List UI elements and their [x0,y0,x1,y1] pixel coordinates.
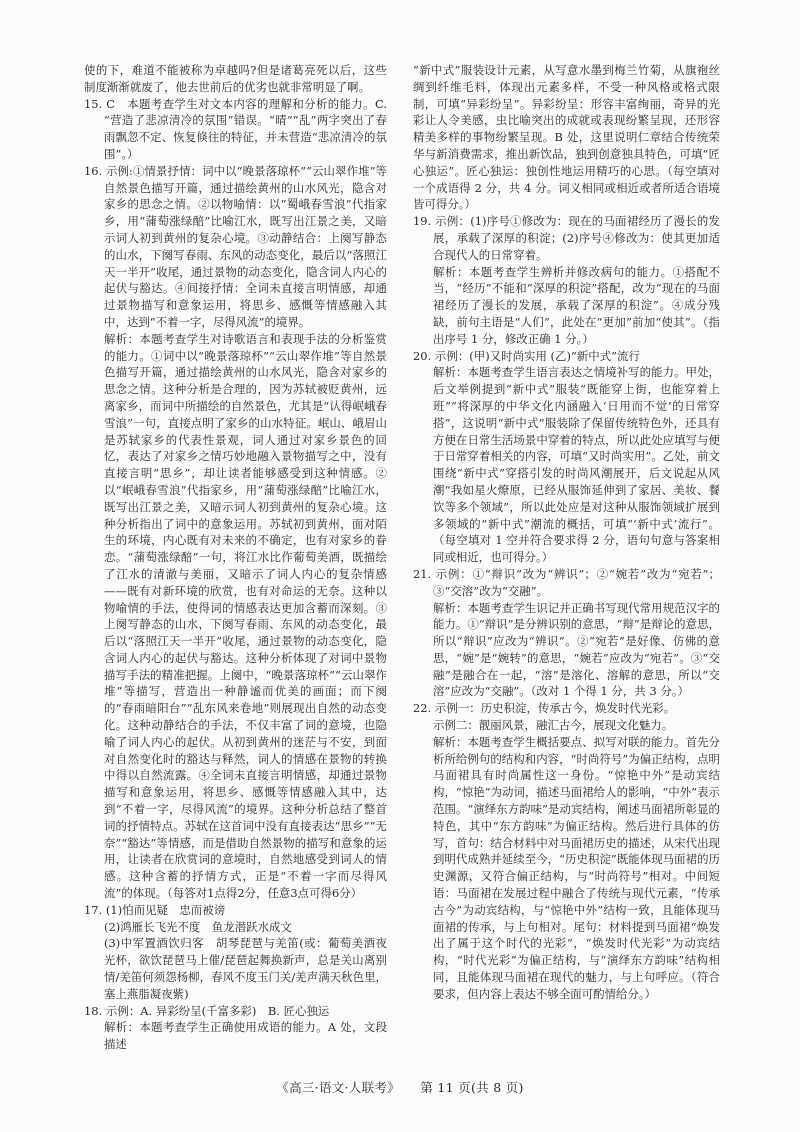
footer-page-number: 第 11 页(共 8 页) [420,1080,524,1095]
answer-paragraph: 19. 示例：(1)序号①修改为：现在的马面裙经历了漫长的发展，承载了深厚的积淀；(2)序号④修改为：使其更加适合现代人的日常穿着。 [413,214,720,262]
answer-paragraph: (3)中军置酒饮归客 胡琴琵琶与羌笛(或：葡萄美酒夜光杯，欲饮琵琶马上催/琵琶起舞换新声，总是关山离别情/羌笛何须怨杨柳，春风不度玉门关/羌声满天秋色里，塞上燕脂凝夜紫) [104,936,387,1001]
left-column [84,62,387,1053]
right-column [413,62,720,1003]
footer-exam-title: 《高三·语文·人联考》 [276,1080,401,1095]
answer-paragraph: 解析：本题考查学生识记并正确书写现代常用规范汉字的能力。①“辩识”是分辨识别的意思，“辩”是辩论的意思，所以“辩识”应改为“辨识”。②“宛若”是好像、仿佛的意思，“婉”是“婉转”的意思，“婉若”应改为“宛若”。③“交融”是融合在一起，“溶”是溶化、溶解的意思，所以“交溶”应改为“交融”。（改对 1 个得 1 分，共 3 分。） [433,600,720,699]
answer-paragraph: 解析：本题考查学生语言表达之情境补写的能力。甲处，后文举例提到“新中式”服装“既能穿上街，也能穿着上班”“将深厚的中华文化内涵融入‘日用而不觉’的日常穿搭”，这说明“新中式”服装除了保留传统特色外，还具有方便在日常生活场景中穿着的特点，所以此处应填写与便于日常穿着相关的内容，可填“又时尚实用”。乙处，前文围绕“新中式”穿搭引发的时尚风潮展开，后文说起从风潮“我如星火燎原，已经从服饰延伸到了家居、美妆、餐饮等多个领域”，所以此处应是对这种从服饰领域扩展到多领域的“新中式”潮流的概括，可填“‘新中式’流行”。（每空填对 1 空并符合要求得 2 分，语句句意与答案相同或相近，也可得分。） [433,365,720,565]
page-footer [0,1078,800,1096]
answer-paragraph: 20. 示例：(甲)又时尚实用 (乙)“新中式”流行 [413,348,640,363]
answer-paragraph: 解析：本题考查学生辨析并修改病句的能力。①搭配不当，“经历”不能和“深厚的积淀”搭配，改为“现在的马面裙经历了漫长的发展，承载了深厚的积淀”。④成分残缺，前句主语是“人们”，此处在“更加”前加“使其”。（指出序号 1 分，修改正确 1 分。） [433,264,720,346]
answer-paragraph: 解析：本题考查学生概括要点、拟写对联的能力。首先分析所给例句的结构和内容，“时尚符号”为偏正结构，点明马面裙具有时尚属性这一身份。“惊艳中外”是动宾结构，“惊艳”为动词，描述马面裙给人的影响，“中外”表示范围。“演绎东方韵味”是动宾结构，阐述马面裙所彰显的特色，其中“东方韵味”为偏正结构。然后进行具体的仿写，首句：结合材料中对马面裙历史的描述，从宋代出现到明代成熟并延续至今，“历史积淀”既能体现马面裙的历史渊源，又符合偏正结构，与“时尚符号”相对。中间短语：马面裙在发展过程中融合了传统与现代元素，“传承古今”为动宾结构，与“惊艳中外”结构一致，且能体现马面裙的传承，与上句相对。尾句：材料提到马面裙“焕发出了属于这个时代的光彩”，“焕发时代光彩”为动宾结构，“时代光彩”为偏正结构，与“演绎东方韵味”结构相同，且能体现马面裙在现代的魅力，与上句呼应。（符合要求，但内容上表达不够全面可酌情给分。） [433,734,720,1001]
answer-paragraph: 示例二：靓丽风景，融汇古今，展现文化魅力。 [433,718,674,733]
answer-paragraph: “新中式”服装设计元素，从写意水墨到梅兰竹菊，从旗袍丝绸到纤维毛料，体现出元素多样，不受一种风格或格式限制，可填“异彩纷呈”。异彩纷呈：形容丰富绚丽，奇异的光彩让人令美感，虫比喻突出的成就或表现纷繁呈现，还形容精美多样的事物纷繁呈现。B 处，这里说明仁章结合传统荣华与新消费需求，推出新饮品，独到创意独具特色，可填“匠心独运”。匠心独运：独创性地运用精巧的心思。（每空填对一个成语得 2 分，共 4 分。词义相同或相近或者所适合语境皆可得分。） [413,63,720,212]
answer-paragraph: 21. 示例：①“辩识”改为“辨识”；②“婉若”改为“宛若”；③“交溶”改为“交融”。 [413,566,720,598]
answer-paragraph: 使的下，难道不能被称为卓越吗?但是诸葛亮死以后，这些制度渐渐就废了，他去世前后的优劣也就非常明显了啊。 [84,63,387,94]
answer-paragraph: (2)鸿雁长飞光不度 鱼龙潜跃水成文 [104,919,292,934]
answer-paragraph: 解析：本题考查学生正确使用成语的能力。A 处，文段描述 [104,1020,387,1052]
answer-paragraph: 解析：本题考查学生对诗歌语言和表现手法的分析鉴赏的能力。①词中以“晚景落琼杯”“云山翠作堆”等自然景色描写开篇，通过描绘黄州的山水风光，隐含对家乡的思念之情。这种分析是合理的，因为苏轼被贬黄州，远离家乡，而词中所描绘的自然景色，尤其是“认得岷峨春雪浪”一句，直接点明了家乡的山水特征。岷山、峨眉山是苏轼家乡的代表性景观，词人通过对家乡景色的回忆，表达了对家乡之情巧妙地融入景物描写之中，没有直接言明“思乡”，却让读者能够感受到这种情感。②以“岷峨春雪浪”代指家乡，用“蒲萄涨绿醅”比喻江水，既写出江景之美，又暗示词人初到黄州的复杂心境。这种分析指出了词中的意象运用。苏轼初到黄州，面对陌生的环境，内心既有对未来的不确定，也有对家乡的眷恋。“蒲萄涨绿醅”一句，将江水比作葡萄美酒，既描绘了江水的清澈与美丽，又暗示了词人内心的复杂情感——既有对新环境的欣赏，也有对命运的无奈。这种以物喻情的手法，使得词的情感表达更加含蓄而深刻。③上阕写静态的山水，下阕写春雨、东风的动态变化，最后以“落照江天一半开”收尾，通过景物的动态变化，隐含词人内心的起伏与豁达。这种分析体现了对词中景物描写手法的精准把握。上阕中，“晚景落琼杯”“云山翠作堆”等描写，营造出一种静谧而优美的画面；而下阕的“春雨暗阳台”“乱东风来卷地”则展现出自然的动态变化。这种动静结合的手法，不仅丰富了词的意境，也隐喻了词人内心的起伏。从初到黄州的迷茫与不安，到面对自然变化时的豁达与释然，词人的情感在景物的转换中得以自然流露。④全词未直接言明情感，却通过景物描写和意象运用，将思乡、感慨等情感融入其中，达到“不着一字，尽得风流”的境界。这种分析总结了整首词的抒情特点。苏轼在这首词中没有直接表达“思乡”“无奈”“豁达”等情感，而是借助自然景物的描写和意象的运用，让读者在欣赏词的意境时，自然地感受到词人的情感。这种含蓄的抒情方式，正是“不着一字而尽得风流”的体现。（每答对1点得2分，任意3点可得6分） [104,331,387,901]
answer-paragraph: 16. 示例:①情景抒情：词中以“晚景落琼杯”“云山翠作堆”等自然景色描写开篇，通过描绘黄州的山水风光，隐含对家乡的思念之情。②以物喻情：以“蜀峨春雪浪”代指家乡，用“蒲萄涨绿醅”比喻江水，既写出江景之美，又暗示词人初到黄州的复杂心境。③动静结合：上阕写静态的山水，下阕写春雨、东风的动态变化，最后以“落照江天一半开”收尾，通过景物的动态变化，隐含词人内心的起伏与豁达。④间接抒情：全词未直接言明情感，却通过景物描写和意象运用，将思乡、感慨等情感融入其中，达到“不着一字，尽得风流”的境界。 [84,163,387,329]
answer-paragraph: 15. C 本题考查学生对文本内容的理解和分析的能力。C. “营造了悲凉清冷的氛围”错误。“晴”“乱”两字突出了春雨飘忽不定、恢复倏往的特征，并未营造“悲凉清冷的氛围”。） [84,96,387,161]
answer-paragraph: 17. (1)怕而见疑 忠而被谤 [84,902,226,917]
answer-paragraph: 18. 示例：A. 异彩纷呈(千富多彩) B. 匠心独运 [84,1003,330,1018]
answer-paragraph: 22. 示例一：历史积淀，传承古今，焕发时代光彩。 [413,701,676,716]
